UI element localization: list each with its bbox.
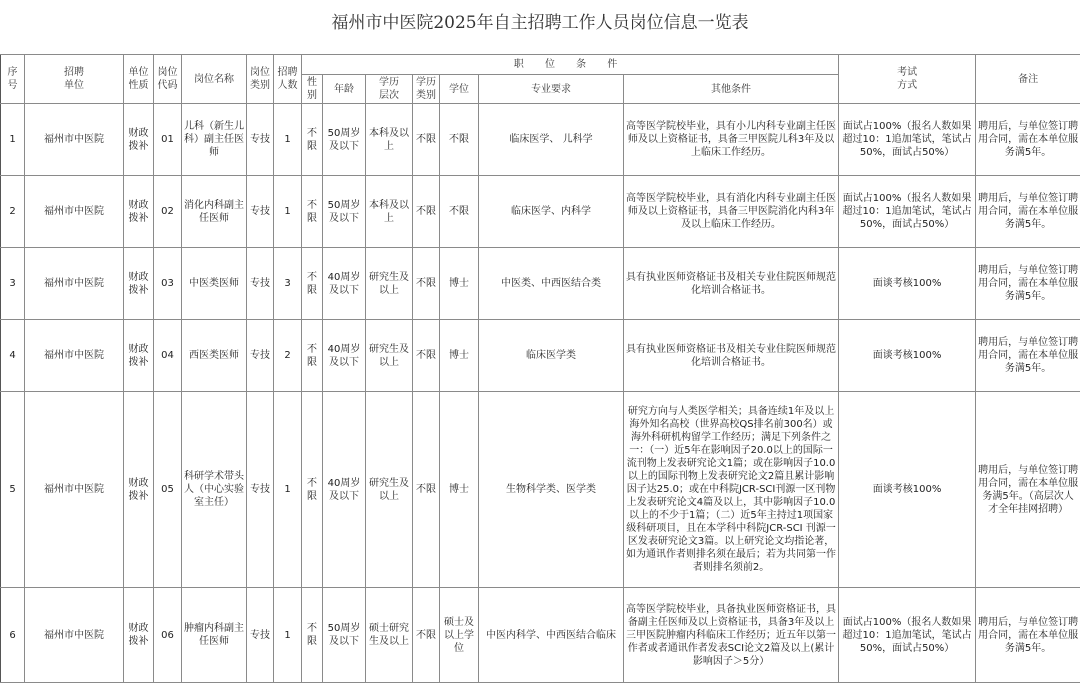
cell-headcount: 1 [274,104,302,176]
cell-unit-nature: 财政拨补 [124,248,154,320]
cell-post-type: 专技 [247,320,274,392]
cell-seq: 2 [1,176,25,248]
table-row [1,392,1080,588]
cell-degree: 博士 [440,320,479,392]
cell-major: 中医内科学、中西医结合临床 [479,588,624,683]
cell-seq: 4 [1,320,25,392]
cell-edu-level: 研究生及以上 [366,248,413,320]
cell-post-type: 专技 [247,176,274,248]
cell-edu-type: 不限 [413,104,440,176]
cell-post-name: 肿瘤内科副主任医师 [182,588,247,683]
document-title: 福州市中医院2025年自主招聘工作人员岗位信息一览表 [331,13,749,33]
table-row [1,320,1080,392]
cell-major: 中医类、中西医结合类 [479,248,624,320]
header-other: 其他条件 [624,75,839,104]
cell-headcount: 3 [274,248,302,320]
cell-post-code: 04 [154,320,182,392]
cell-age: 40周岁及以下 [323,392,366,588]
cell-unit-nature: 财政拨补 [124,320,154,392]
cell-edu-level: 研究生及以上 [366,320,413,392]
cell-other: 高等医学院校毕业，具有消化内科专业副主任医师及以上资格证书，具备三甲医院消化内科3年及以上临床工作经历。 [624,176,839,248]
cell-edu-level: 本科及以上 [366,104,413,176]
cell-gender: 不限 [302,320,323,392]
cell-edu-type: 不限 [413,588,440,683]
header-age: 年龄 [323,75,366,104]
cell-remark: 聘用后，与单位签订聘用合同，需在本单位服务满5年。 [976,588,1080,683]
cell-other: 高等医学院校毕业，具有小儿内科专业副主任医师及以上资格证书，具备三甲医院儿科3年及以上临床工作经历。 [624,104,839,176]
cell-edu-type: 不限 [413,320,440,392]
header-headcount: 招聘 人数 [274,55,302,104]
cell-gender: 不限 [302,392,323,588]
cell-edu-level: 硕士研究生及以上 [366,588,413,683]
cell-remark: 聘用后，与单位签订聘用合同，需在本单位服务满5年。（高层次人才全年挂网招聘） [976,392,1080,588]
cell-age: 40周岁及以下 [323,248,366,320]
header-unit-nature: 单位 性质 [124,55,154,104]
cell-seq: 5 [1,392,25,588]
cell-post-name: 消化内科副主任医师 [182,176,247,248]
cell-gender: 不限 [302,104,323,176]
cell-post-code: 06 [154,588,182,683]
cell-post-name: 中医类医师 [182,248,247,320]
table-row [1,176,1080,248]
cell-headcount: 2 [274,320,302,392]
header-edu-type: 学历 类别 [413,75,440,104]
cell-age: 50周岁及以下 [323,104,366,176]
cell-gender: 不限 [302,588,323,683]
cell-unit: 福州市中医院 [25,104,124,176]
header-unit-line2: 单位 [64,80,84,91]
cell-edu-type: 不限 [413,248,440,320]
cell-degree: 博士 [440,248,479,320]
cell-exam: 面试占100%（报名人数如果超过10：1追加笔试，笔试占50%，面试占50%） [839,588,976,683]
cell-unit: 福州市中医院 [25,176,124,248]
cell-post-type: 专技 [247,248,274,320]
cell-age: 50周岁及以下 [323,588,366,683]
cell-remark: 聘用后，与单位签订聘用合同，需在本单位服务满5年。 [976,104,1080,176]
cell-other: 研究方向与人类医学相关；具备连续1年及以上海外知名高校（世界高校QS排名前300名）或海外科研机构留学工作经历；满足下列条件之一：（一）近5年在影响因子20.0以上的国际一流刊物上发表研究论文1篇；或在影响因子10.0以上的国际刊物上发表研究论文2篇且累计影响因子达25.0；或在中科院JCR-SCI刊源一区刊物上发表研究论文4篇及以上，其中影响因子10.0以上的不少于1篇；（二）近5年主持过1项国家级科研项目，且在本学科中科院JCR-SCI 刊源一区发表研究论文3篇。以上研究论文均指论著，如为通讯作者则排名须在最后；若为共同第一作者则排名须前2。 [624,392,839,588]
header-unit-line1: 招聘 [64,67,84,78]
cell-age: 50周岁及以下 [323,176,366,248]
table-row [1,248,1080,320]
cell-gender: 不限 [302,248,323,320]
cell-remark: 聘用后，与单位签订聘用合同，需在本单位服务满5年。 [976,176,1080,248]
cell-edu-type: 不限 [413,176,440,248]
header-exam: 考试 方式 [839,55,976,104]
header-conditions-group: 职 位 条 件 [302,55,839,75]
header-remark: 备注 [976,55,1080,104]
cell-degree: 博士 [440,392,479,588]
cell-unit: 福州市中医院 [25,588,124,683]
cell-edu-type: 不限 [413,392,440,588]
cell-unit-nature: 财政拨补 [124,104,154,176]
cell-post-code: 01 [154,104,182,176]
table-row [1,588,1080,683]
cell-post-name: 儿科（新生儿科）副主任医师 [182,104,247,176]
header-edu-level: 学历 层次 [366,75,413,104]
cell-major: 临床医学类 [479,320,624,392]
cell-major: 临床医学、 儿科学 [479,104,624,176]
cell-other: 具有执业医师资格证书及相关专业住院医师规范化培训合格证书。 [624,320,839,392]
cell-headcount: 1 [274,176,302,248]
header-post-type: 岗位 类别 [247,55,274,104]
cell-exam: 面谈考核100% [839,248,976,320]
header-major: 专业要求 [479,75,624,104]
header-degree: 学位 [440,75,479,104]
cell-unit: 福州市中医院 [25,320,124,392]
cell-remark: 聘用后，与单位签订聘用合同，需在本单位服务满5年。 [976,320,1080,392]
cell-post-code: 03 [154,248,182,320]
cell-degree: 不限 [440,104,479,176]
cell-gender: 不限 [302,176,323,248]
job-positions-table [0,54,1080,683]
cell-major: 临床医学、内科学 [479,176,624,248]
cell-seq: 3 [1,248,25,320]
cell-exam: 面谈考核100% [839,320,976,392]
cell-exam: 面试占100%（报名人数如果超过10：1追加笔试，笔试占50%，面试占50%） [839,104,976,176]
table-row [1,104,1080,176]
header-post-code: 岗位 代码 [154,55,182,104]
cell-degree: 硕士及以上学位 [440,588,479,683]
cell-age: 40周岁及以下 [323,320,366,392]
cell-exam: 面试占100%（报名人数如果超过10：1追加笔试，笔试占50%，面试占50%） [839,176,976,248]
cell-unit-nature: 财政拨补 [124,392,154,588]
cell-post-name: 西医类医师 [182,320,247,392]
header-post-name: 岗位名称 [182,55,247,104]
cell-post-type: 专技 [247,588,274,683]
cell-seq: 6 [1,588,25,683]
cell-post-code: 02 [154,176,182,248]
cell-seq: 1 [1,104,25,176]
cell-unit: 福州市中医院 [25,248,124,320]
cell-post-code: 05 [154,392,182,588]
cell-other: 高等医学院校毕业，具备执业医师资格证书，具备副主任医师及以上资格证书，具备3年及以上三甲医院肿瘤内科临床工作经历；近五年以第一作者或者通讯作者发表SCI论文2篇及以上(累计影响因子＞5分） [624,588,839,683]
cell-major: 生物科学类、医学类 [479,392,624,588]
cell-headcount: 1 [274,392,302,588]
cell-remark: 聘用后，与单位签订聘用合同，需在本单位服务满5年。 [976,248,1080,320]
cell-headcount: 1 [274,588,302,683]
cell-edu-level: 本科及以上 [366,176,413,248]
cell-degree: 不限 [440,176,479,248]
cell-post-type: 专技 [247,392,274,588]
cell-post-type: 专技 [247,104,274,176]
cell-other: 具有执业医师资格证书及相关专业住院医师规范化培训合格证书。 [624,248,839,320]
cell-exam: 面谈考核100% [839,392,976,588]
cell-post-name: 科研学术带头人（中心实验室主任） [182,392,247,588]
header-seq: 序号 [1,55,25,104]
cell-edu-level: 研究生及以上 [366,392,413,588]
cell-unit-nature: 财政拨补 [124,588,154,683]
cell-unit-nature: 财政拨补 [124,176,154,248]
header-gender: 性 别 [302,75,323,104]
cell-unit: 福州市中医院 [25,392,124,588]
header-unit [25,55,124,104]
